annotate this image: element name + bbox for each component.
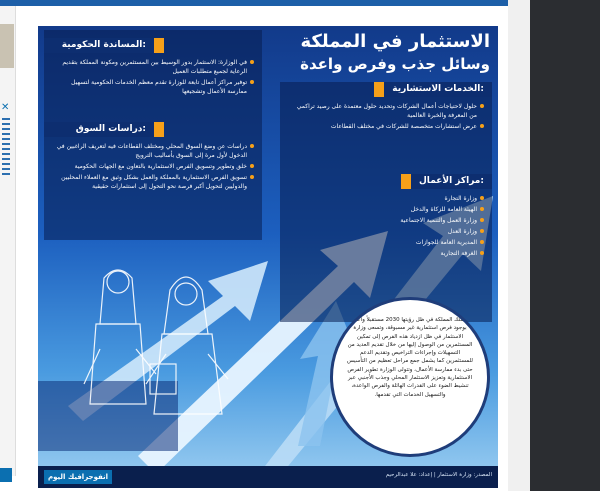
- market-studies-list: [52, 142, 254, 193]
- list-item: وزارة العدل: [288, 227, 484, 236]
- sidebar-thumbnail[interactable]: [0, 24, 14, 68]
- dark-side-panel: [530, 0, 600, 491]
- government-support-heading: المساندة الحكومية:: [44, 38, 154, 53]
- left-sidebar: [0, 6, 16, 476]
- left-info-panel: [44, 30, 262, 240]
- intro-circle: [330, 297, 490, 457]
- list-item: خلق وتطوير وتسويق الفرص الاستثمارية بالتعاون مع الجهات الحكومية: [52, 162, 254, 171]
- list-item: الغرفة التجارية: [288, 249, 484, 258]
- list-item: دراسات عن وضع السوق المحلي ومختلف القطاعات فيه لتعريف الراغبين في الدخول لأول مرة إلى السوق بأساليب الترويج: [52, 142, 254, 160]
- investment-infographic[interactable]: [38, 26, 498, 488]
- investors-illustration: [66, 254, 246, 424]
- list-item: عرض استشارات متخصصة للشركات في مختلف القطاعات: [288, 122, 484, 131]
- x-icon[interactable]: ✕: [1, 102, 10, 113]
- right-info-panel: [280, 82, 492, 322]
- page-gutter: [508, 0, 530, 491]
- investment-services-list: [288, 102, 484, 133]
- government-support-list: [52, 58, 254, 98]
- infographic-title: الاستثمار في المملكة: [300, 31, 490, 52]
- business-centers-heading: مراكز الأعمال:: [411, 174, 492, 189]
- market-studies-heading: دراسات السوق:: [44, 122, 154, 137]
- credits-text: المصدر: وزارة الاستثمار | إعداد: علا عبدالرحيم: [385, 472, 492, 478]
- title-block: [300, 30, 490, 74]
- list-item: وزارة العمل والتنمية الاجتماعية: [288, 216, 484, 225]
- investment-services-heading: الخدمات الاستشارية:: [384, 82, 492, 97]
- sidebar-badge[interactable]: [0, 468, 12, 482]
- list-item: الهيئة العامة للزكاة والدخل: [288, 205, 484, 214]
- intro-text: تمتلك المملكة في ظل رؤيتها 2030 مستقبلاً واعداً بوجود فرص استثمارية غير مسبوقة، وتسعى وزارة الاستثمار في ظل ازدياد هذه الفرص إلى تمكين المستثمرين من الوصول إليها من خلال تقديم العديد من التسهيلات وإجراءات التراخيص وتقديم الدعم للمستثمرين كما يشمل جمع مراحل تعظيم من التأسيس حتى بدء ممارسة الأعمال، وتتولى الوزارة تطوير الفرص الاستثمارية وتعزيز الاستثمار المحلي وجذب الأجنبي عبر تنشيط الضوء على القدرات الهائلة والفرص الواعدة، والتسهيل الخدمات التي تقدمها.: [347, 317, 473, 398]
- business-centers-list: [288, 194, 484, 260]
- infographic-subtitle: وسائل جذب وفرص واعدة: [300, 55, 490, 73]
- top-bar: [0, 0, 508, 6]
- infographic-footer: [38, 466, 498, 488]
- list-item: توفير مراكز أعمال تابعة للوزارة تقدم معظم الخدمات الحكومية لتسهيل ممارسة الأعمال وتشجيعها: [52, 78, 254, 96]
- list-item: في الوزارة: الاستثمار بدور الوسيط بين المستثمرين ومكونة المملكة بتقديم الرعاية لجميع متطلبات العميل: [52, 58, 254, 76]
- list-item: وزارة التجارة: [288, 194, 484, 203]
- sidebar-handle-text: [2, 118, 10, 178]
- list-item: المديرية العامة للجوازات: [288, 238, 484, 247]
- list-item: حلول لاحتياجات أعمال الشركات وتحديد حلول معتمدة على رصيد تراكمي من المعرفة والخبرة العالمية: [288, 102, 484, 120]
- alyaum-logo: انفوجرافيك اليوم: [44, 470, 112, 484]
- list-item: تسويق الفرص الاستثمارية بالمملكة والعمل بشكل وثيق مع العملاء المحليين والدوليين لتحويل أكبر فرصة نحو التحول إلى استثمارات حقيقية: [52, 173, 254, 191]
